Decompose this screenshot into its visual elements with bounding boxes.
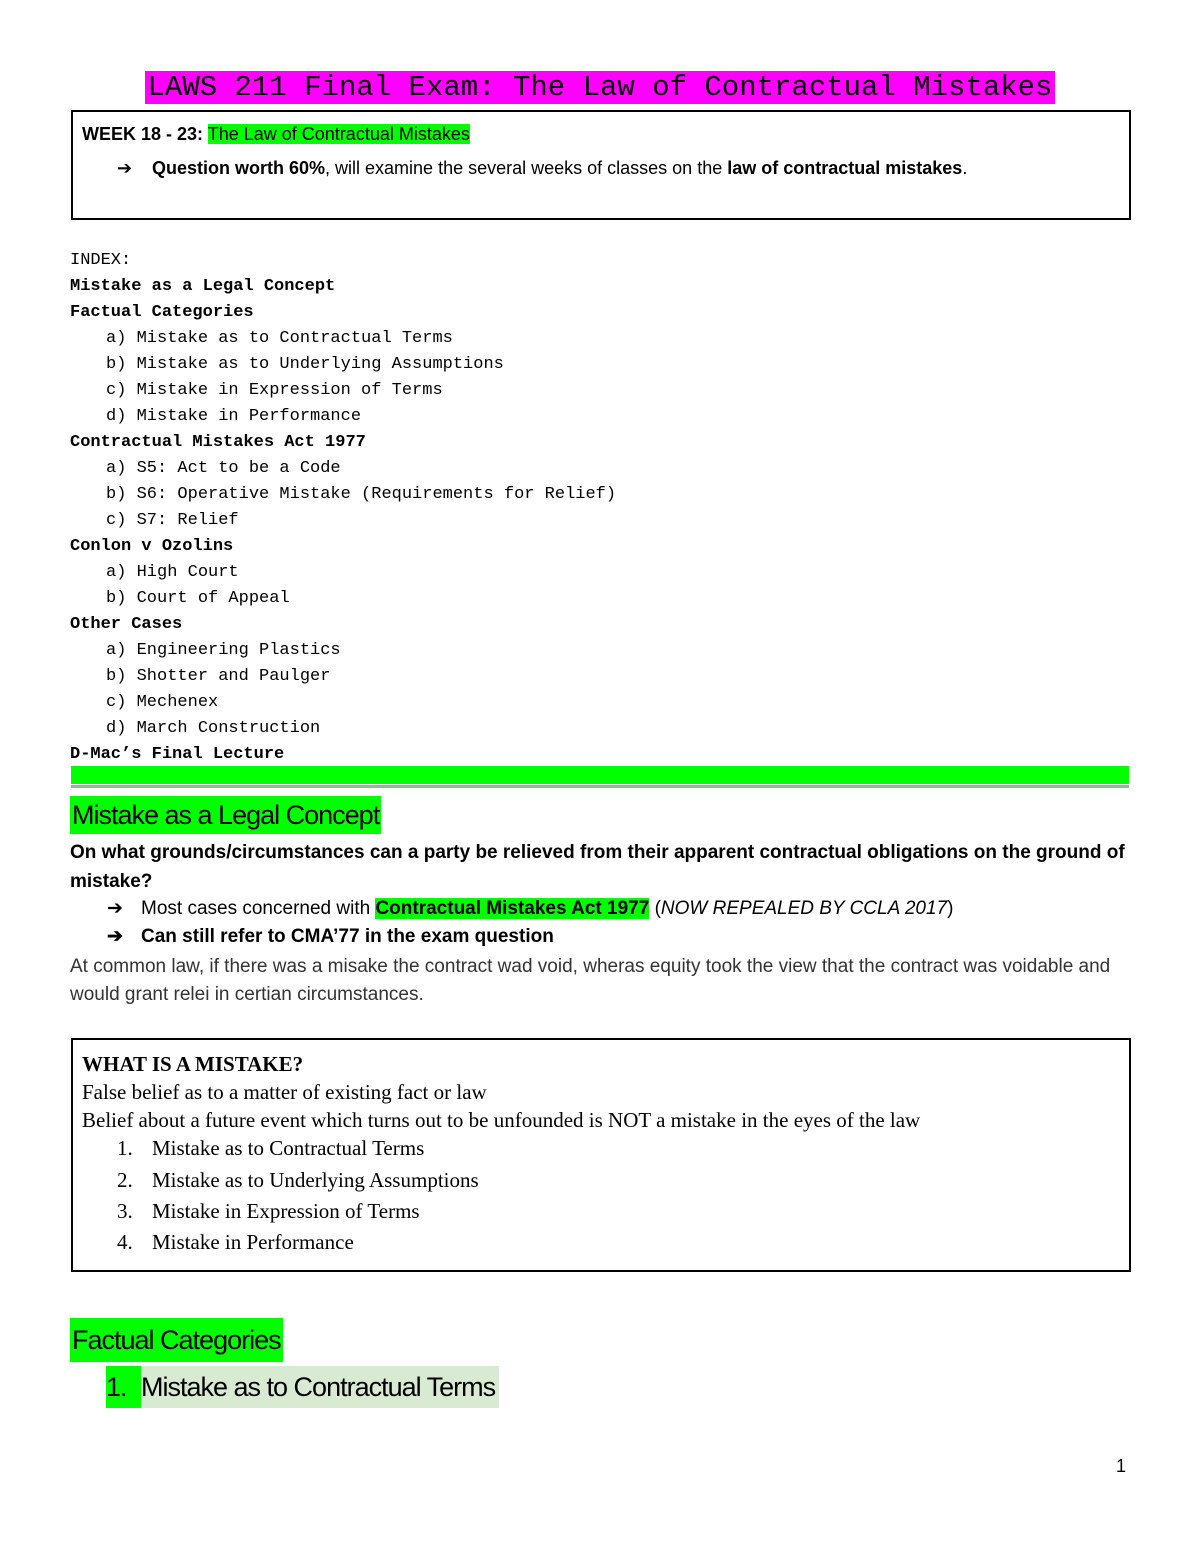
box-heading: WHAT IS A MISTAKE?	[82, 1052, 304, 1076]
section-title-factual-categories: Factual Categories	[70, 1318, 283, 1362]
exam-weight-bullet	[117, 153, 1017, 183]
paren-open: (	[649, 898, 661, 919]
paren-close: )	[947, 898, 954, 919]
repealed-note: NOW REPEALED BY CCLA 2017	[660, 898, 948, 919]
exam-info-box	[71, 110, 1131, 220]
week-line	[82, 124, 470, 145]
exam-ref-text: Can still refer to CMA’77 in the exam question	[141, 926, 554, 947]
green-divider	[71, 766, 1129, 784]
index-heading: D-Mac’s Final Lecture	[70, 745, 285, 764]
list-number: 2.	[117, 1168, 133, 1192]
subsection-title: Mistake as to Contractual Terms	[141, 1366, 499, 1408]
index-item: a) High Court	[106, 563, 239, 582]
index-item: a) S5: Act to be a Code	[106, 459, 341, 478]
box-list-item	[117, 1199, 420, 1224]
index-item: b) Mistake as to Underlying Assumptions	[106, 355, 504, 374]
index-item: a) Mistake as to Contractual Terms	[106, 329, 453, 348]
cma-bullet	[107, 895, 953, 923]
box-line: False belief as to a matter of existing fact or law	[82, 1080, 487, 1104]
index-item: d) March Construction	[106, 719, 321, 738]
week-topic: The Law of Contractual Mistakes	[207, 124, 470, 144]
index-heading: Other Cases	[70, 615, 183, 634]
index-item: b) S6: Operative Mistake (Requirements for Relief)	[106, 485, 617, 504]
list-number: 3.	[117, 1199, 133, 1223]
list-number: 1.	[117, 1136, 133, 1160]
arrow-icon: ➔	[107, 898, 123, 919]
exam-ref-bullet	[107, 923, 554, 951]
cma-act-highlight: Contractual Mistakes Act 1977	[375, 898, 650, 919]
divider-underline	[71, 785, 1129, 788]
page-number: 1	[1116, 1456, 1127, 1476]
index-item: c) Mechenex	[106, 693, 219, 712]
index-item: d) Mistake in Performance	[106, 407, 362, 426]
week-label: WEEK 18 - 23:	[82, 124, 204, 144]
box-list-item	[117, 1168, 479, 1193]
subsection-heading	[106, 1366, 499, 1408]
index-heading: Conlon v Ozolins	[70, 537, 234, 556]
arrow-icon: ➔	[117, 158, 133, 178]
index-label: INDEX:	[70, 251, 132, 270]
index-item: b) Shotter and Paulger	[106, 667, 331, 686]
section-title-legal-concept: Mistake as a Legal Concept	[70, 796, 381, 834]
cma-bullet-pre: Most cases concerned with	[141, 898, 376, 919]
exam-weight-text	[117, 153, 1017, 183]
common-law-paragraph: At common law, if there was a misake the contract wad void, wheras equity took the view that the contract was voidable and would grant relei in certian circumstances.	[70, 956, 1111, 1005]
list-text: Mistake in Expression of Terms	[152, 1199, 420, 1223]
list-text: Mistake as to Contractual Terms	[152, 1136, 425, 1160]
index-heading: Contractual Mistakes Act 1977	[70, 433, 366, 452]
index-item: c) S7: Relief	[106, 511, 239, 530]
index-item: c) Mistake in Expression of Terms	[106, 381, 443, 400]
list-number: 4.	[117, 1230, 133, 1254]
bullet-end: .	[962, 158, 968, 178]
index-heading: Factual Categories	[70, 303, 254, 322]
bullet-body: , will examine the several weeks of classes on the	[325, 158, 728, 178]
box-line: Belief about a future event which turns out to be unfounded is NOT a mistake in the eyes of the law	[82, 1108, 921, 1132]
question-weight: Question worth 60%	[152, 158, 326, 178]
topic-bold: law of contractual mistakes	[727, 158, 963, 178]
section-question: On what grounds/circumstances can a party be relieved from their apparent contractual obligations on the ground of mistake?	[70, 842, 1125, 892]
box-list-item	[117, 1136, 424, 1161]
index-item: b) Court of Appeal	[106, 589, 290, 608]
index-list	[70, 248, 616, 768]
index-heading: Mistake as a Legal Concept	[70, 277, 336, 296]
document-title: LAWS 211 Final Exam: The Law of Contractual Mistakes	[145, 71, 1056, 104]
list-text: Mistake as to Underlying Assumptions	[152, 1168, 479, 1192]
index-item: a) Engineering Plastics	[106, 641, 341, 660]
list-text: Mistake in Performance	[152, 1230, 354, 1254]
arrow-icon: ➔	[107, 926, 123, 947]
what-is-mistake-box	[71, 1038, 1131, 1272]
subsection-number: 1.	[106, 1366, 141, 1408]
box-list-item	[117, 1230, 354, 1255]
document-title-wrap	[0, 69, 1200, 107]
